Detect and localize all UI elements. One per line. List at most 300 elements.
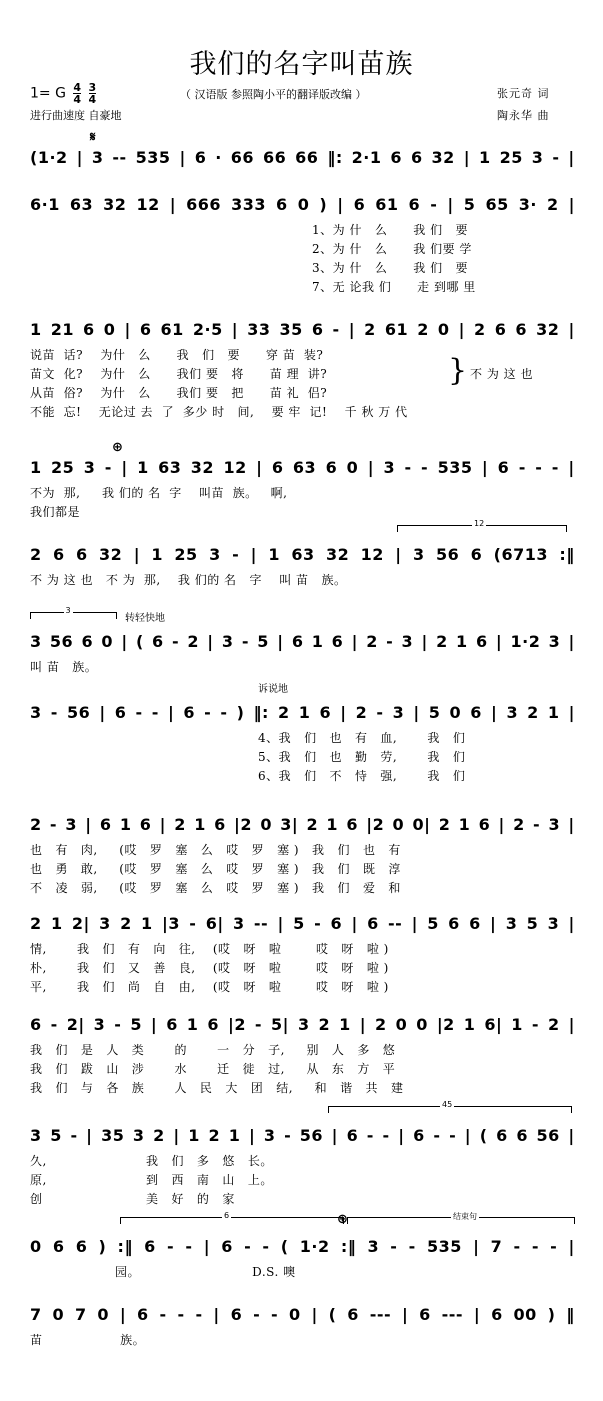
note: 6 <box>494 320 507 339</box>
note: 2 <box>364 320 376 339</box>
note: 6 <box>515 320 528 339</box>
barline: | <box>413 703 420 722</box>
barline: | <box>250 545 257 564</box>
note: - <box>50 1015 58 1034</box>
note: 6 <box>390 148 403 167</box>
note: 2 <box>547 1015 560 1034</box>
note: ) <box>98 1237 107 1256</box>
note: - <box>314 914 322 933</box>
note: - <box>386 632 394 651</box>
note: 1 <box>479 148 491 167</box>
notation-line <box>30 632 575 651</box>
note: 0 <box>449 703 462 722</box>
note: - <box>271 1305 279 1324</box>
note: 3 <box>65 815 77 834</box>
barline: |2 <box>227 1015 246 1034</box>
note: 3 <box>412 545 425 564</box>
note: ( <box>280 1237 289 1256</box>
note: -- <box>112 148 127 167</box>
note: 56 <box>299 1126 324 1145</box>
barline: 5| <box>271 1015 289 1034</box>
note: 5 <box>427 914 439 933</box>
lyricist-credit: 张元奇 词 <box>497 87 550 100</box>
brace: } <box>448 353 468 388</box>
notation-line <box>30 1015 575 1034</box>
note: 2 <box>546 195 559 214</box>
barline: | <box>402 1305 409 1324</box>
note: 7 <box>30 1305 42 1324</box>
note: 5 <box>257 632 269 651</box>
lyric-line: 说苗 话? 为什 么 我 们 要 穿 苗 装? <box>30 348 324 362</box>
score-row <box>30 703 575 727</box>
barline: | <box>568 320 575 339</box>
note: 6·1 <box>30 195 60 214</box>
score-row <box>30 1305 575 1329</box>
note: 2·5 <box>192 320 223 339</box>
note: 0 <box>416 1015 428 1034</box>
lyric-line: 平, 我 们 尚 自 由, (哎 呀 啦 哎 呀 啦 ) <box>30 980 389 994</box>
note: 1 <box>188 1126 200 1145</box>
barline: | <box>167 703 175 722</box>
note: - <box>171 632 180 651</box>
note: 63 <box>292 458 317 477</box>
lyric-line: 从苗 俗? 为什 么 我们 要 把 苗 礼 侣? <box>30 386 328 400</box>
barline: | <box>121 632 128 651</box>
note: - <box>404 458 412 477</box>
note: 6 <box>221 1237 233 1256</box>
note: 2 <box>120 914 132 933</box>
note: 5 <box>50 1126 62 1145</box>
note: 6 <box>330 914 343 933</box>
note: 6 <box>139 815 152 834</box>
note: 6 <box>291 632 304 651</box>
note: 6 <box>137 1305 149 1324</box>
note: - <box>195 1305 203 1324</box>
coda-icon-2: ⊕ <box>337 1212 348 1227</box>
note: 63 <box>158 458 182 477</box>
note: - <box>408 1237 416 1256</box>
score-row <box>30 1237 575 1261</box>
note: 32 <box>431 148 455 167</box>
note: 6 <box>346 815 358 834</box>
note: 00 <box>513 1305 537 1324</box>
note: 2 <box>474 320 486 339</box>
note: 6 <box>99 815 112 834</box>
note: 2 <box>436 632 448 651</box>
barline: | <box>473 1237 480 1256</box>
score-row <box>30 148 575 172</box>
note: 3 <box>367 1237 380 1256</box>
note: - <box>49 815 58 834</box>
time-signature-4-4: $\frac{4}{4}$ <box>73 81 82 106</box>
barline: | <box>421 632 428 651</box>
note: 1 <box>119 815 132 834</box>
note: - <box>244 1237 252 1256</box>
coda-icon: ⊕ <box>112 440 123 455</box>
lyric-line: 我 们 是 人 类 的 一 分 子, 别 人 多 悠 <box>30 1043 396 1057</box>
note: 6 <box>52 1237 65 1256</box>
barline: | <box>495 632 503 651</box>
note: 3 <box>263 1126 276 1145</box>
note: -- <box>253 914 269 933</box>
note: 56 <box>435 545 460 564</box>
barline: | <box>473 1305 481 1324</box>
note: ( <box>135 632 144 651</box>
note: 6 <box>76 545 88 564</box>
note: 61 <box>375 195 399 214</box>
barline: | <box>231 320 239 339</box>
expression-marking: 转轻快地 <box>125 613 165 624</box>
note: - <box>159 1305 167 1324</box>
score-row <box>30 545 575 569</box>
note: 3 <box>91 148 104 167</box>
note: 6 <box>470 545 483 564</box>
lyric-line: 也 勇 敢, (哎 罗 塞 么 哎 罗 塞 ) 我 们 既 淳 <box>30 862 401 876</box>
note: 6 <box>448 914 460 933</box>
note: 6 <box>516 1126 528 1145</box>
barline: | <box>348 320 356 339</box>
barline: | <box>213 1305 220 1324</box>
notation-line <box>30 703 575 722</box>
barline: | <box>463 148 471 167</box>
barline: | <box>124 320 131 339</box>
note: 0 <box>97 1305 110 1324</box>
note: 6 <box>469 914 481 933</box>
note: 6 <box>30 1015 42 1034</box>
barline: |2 <box>234 815 253 834</box>
barline: | <box>498 815 505 834</box>
note: (1·2 <box>30 148 68 167</box>
note: 32 <box>190 458 215 477</box>
composer-credit: 陶永华 曲 <box>497 109 550 122</box>
barline: | <box>568 632 575 651</box>
note: 6 <box>81 632 94 651</box>
volta-label: 结束句 <box>453 1212 477 1221</box>
note: - <box>232 545 240 564</box>
note: 25 <box>174 545 198 564</box>
barline: ‖: <box>253 703 269 722</box>
note: 6 <box>271 458 284 477</box>
side-lyric: 不 为 这 也 <box>470 367 533 381</box>
barline: ‖: <box>327 148 343 167</box>
note: 32 <box>536 320 560 339</box>
barline: | <box>340 703 347 722</box>
note: 6 <box>144 1237 156 1256</box>
note: 3 <box>506 703 519 722</box>
note: 12 <box>223 458 247 477</box>
barline: | <box>311 1305 318 1324</box>
note: 1 <box>137 458 149 477</box>
note: 6 <box>207 1015 220 1034</box>
note: 1 <box>511 1015 523 1034</box>
barline: | <box>169 195 177 214</box>
notation-line <box>30 148 575 167</box>
lyric-line: 7、无 论我 们 走 到哪 里 <box>312 280 476 294</box>
time-signature-3-4: $\frac{3}{4}$ <box>88 81 97 106</box>
note: 25 <box>51 458 75 477</box>
lyric-line: 叫 苗 族。 <box>30 660 98 674</box>
note: 2 <box>366 632 378 651</box>
note: 0 <box>30 1237 42 1256</box>
note: 2 <box>174 815 186 834</box>
volta-label: 3 <box>65 606 71 615</box>
lyric-line: 1、为 什 么 我 们 要 <box>312 223 469 237</box>
note: 0 <box>297 195 310 214</box>
note: - <box>189 914 197 933</box>
score-row <box>30 1015 575 1039</box>
note: 3 <box>93 1015 106 1034</box>
note: 2 <box>527 703 539 722</box>
note: 32 <box>99 545 123 564</box>
note: 5 <box>428 703 441 722</box>
note: - <box>366 1126 374 1145</box>
barline: | <box>447 195 454 214</box>
note: 66 <box>295 148 319 167</box>
note: 32 <box>103 195 127 214</box>
note: - <box>50 703 58 722</box>
barline: :‖ <box>340 1237 357 1256</box>
note: - <box>531 1237 539 1256</box>
note: - <box>551 458 559 477</box>
note: - <box>70 1126 78 1145</box>
note: 6 <box>139 320 152 339</box>
barline: 0| <box>412 815 431 834</box>
barline: |3 <box>161 914 180 933</box>
note: 0 <box>346 458 359 477</box>
barline: | <box>256 458 263 477</box>
lyric-line: 我 们 与 各 族 人 民 大 团 结, 和 谐 共 建 <box>30 1081 404 1095</box>
barline: 6| <box>484 1015 503 1034</box>
lyric-line: 6、我 们 不 恃 强, 我 们 <box>258 769 466 783</box>
note: 1 <box>311 632 324 651</box>
note: 6 <box>413 1126 425 1145</box>
note: 56 <box>66 703 91 722</box>
note: 0 <box>260 815 272 834</box>
barline: | <box>85 815 92 834</box>
volta-bracket <box>347 1212 575 1224</box>
note: 33 <box>247 320 271 339</box>
barline: | <box>203 1237 211 1256</box>
note: 666 <box>186 195 222 214</box>
note: - <box>167 1237 175 1256</box>
note: 3 <box>232 914 245 933</box>
note: - <box>177 1305 185 1324</box>
note: 6 <box>496 1126 508 1145</box>
barline: | <box>277 632 284 651</box>
barline: | <box>458 320 465 339</box>
barline: | <box>490 914 497 933</box>
note: 2 <box>278 703 290 722</box>
note: 5 <box>293 914 305 933</box>
note: 1 <box>547 703 560 722</box>
lyric-line: 2、为 什 么 我 们要 学 <box>312 242 472 256</box>
note: -- <box>388 914 403 933</box>
note: 3 <box>30 703 42 722</box>
volta-label: 45 <box>442 1100 453 1109</box>
note: - <box>518 458 526 477</box>
note: 6 <box>408 195 421 214</box>
barline: | <box>568 914 575 933</box>
lyric-line: 不能 忘! 无论过 去 了 多少 时 间, 要 牢 记! 千 秋 万 代 <box>30 405 408 419</box>
note: - <box>513 1237 521 1256</box>
key-label: 1= G <box>30 85 66 102</box>
note: - <box>284 1126 292 1145</box>
note: 1 <box>30 458 42 477</box>
barline: | <box>568 703 575 722</box>
note: 3 <box>401 632 414 651</box>
note: - <box>254 1015 263 1034</box>
note: 2 <box>438 815 451 834</box>
lyric-line: 朴, 我 们 又 善 良, (哎 呀 啦 哎 呀 啦 ) <box>30 961 389 975</box>
note: - <box>104 458 112 477</box>
note: 535 <box>426 1237 462 1256</box>
note: 6 <box>470 703 482 722</box>
note: 6 <box>331 632 344 651</box>
volta-label: 6 <box>224 1211 230 1220</box>
note: 535 <box>437 458 473 477</box>
note: 2 <box>153 1126 165 1145</box>
note: --- <box>441 1305 464 1324</box>
notation-line <box>30 914 575 933</box>
note: ( <box>479 1126 488 1145</box>
note: 35 <box>101 1126 125 1145</box>
note: 6 <box>75 1237 88 1256</box>
barline: | <box>398 1126 405 1145</box>
note: 6 <box>276 195 288 214</box>
score-row <box>30 914 575 938</box>
notation-line <box>30 815 575 834</box>
lyric-line: 园。 D.S. 噢 <box>115 1265 296 1279</box>
volta-bracket <box>328 1100 572 1113</box>
note: 2 <box>306 815 319 834</box>
note: 0 <box>289 1305 301 1324</box>
note: 6 <box>152 632 164 651</box>
note: 333 <box>231 195 266 214</box>
score-row <box>30 815 575 839</box>
note: 6 <box>410 148 423 167</box>
barline: | <box>568 1126 575 1145</box>
note: ) <box>547 1305 556 1324</box>
note: 1 <box>458 815 471 834</box>
note: 6 <box>183 703 196 722</box>
note: 2 <box>417 320 429 339</box>
barline: | <box>568 1015 575 1034</box>
note: 1 <box>326 815 339 834</box>
note: 6 <box>230 1305 243 1324</box>
note: 6 <box>353 195 366 214</box>
barline: | <box>568 1237 575 1256</box>
note: - <box>151 703 159 722</box>
note: 1·2 <box>510 632 541 651</box>
note: 3 <box>297 1015 310 1034</box>
barline: | <box>277 914 284 933</box>
note: - <box>421 458 429 477</box>
lyric-line: 3、为 什 么 我 们 要 <box>312 261 469 275</box>
note: 3 <box>209 545 221 564</box>
lyric-line: 不为 那, 我 们的 名 字 叫苗 族。 啊, <box>30 486 288 500</box>
note: 6 <box>497 458 510 477</box>
note: 6 <box>214 815 226 834</box>
note: · <box>215 148 222 167</box>
note: - <box>262 1237 270 1256</box>
lyric-line: 苗文 化? 为什 么 我们 要 将 苗 理 讲? <box>30 367 328 381</box>
note: 0 <box>101 632 114 651</box>
note: 2 <box>30 815 42 834</box>
note: 7 <box>74 1305 87 1324</box>
barline: | <box>568 148 575 167</box>
barline: 2| <box>71 914 90 933</box>
note: 6 <box>491 1305 503 1324</box>
note: 61 <box>160 320 184 339</box>
note: 1 <box>186 1015 199 1034</box>
note: 1 <box>50 914 63 933</box>
song-title: 我们的名字叫苗族 <box>189 49 414 80</box>
note: - <box>390 1237 398 1256</box>
score-row <box>30 1126 575 1150</box>
note: 6 <box>194 148 207 167</box>
volta-bracket <box>397 519 567 532</box>
notation-line <box>30 458 575 477</box>
barline: | <box>359 1015 367 1034</box>
barline: | <box>248 1126 256 1145</box>
note: 1 <box>339 1015 351 1034</box>
note: 2 <box>208 1126 221 1145</box>
note: 2 <box>30 545 42 564</box>
barline: |2 <box>436 1015 455 1034</box>
note: 1 <box>30 320 42 339</box>
note: 6 <box>367 914 379 933</box>
note: 2 <box>318 1015 331 1034</box>
note: 56 <box>49 632 74 651</box>
note: 3 <box>99 914 111 933</box>
note: 3 <box>132 1126 145 1145</box>
tempo-marking: 进行曲速度 自豪地 <box>30 109 122 122</box>
barline: | <box>568 815 575 834</box>
lyric-line: 我们都是 <box>30 505 81 519</box>
note: 6 <box>475 632 488 651</box>
note: 3 <box>547 914 560 933</box>
note: 3 <box>30 1126 42 1145</box>
barline: | <box>159 815 166 834</box>
barline: | <box>99 703 106 722</box>
lyric-line: 我 们 跋 山 涉 水 迁 徙 过, 从 东 方 平 <box>30 1062 396 1076</box>
note: 6 <box>53 545 65 564</box>
note: ) <box>236 703 245 722</box>
note: 0 <box>103 320 116 339</box>
note: - <box>430 195 438 214</box>
note: 1 <box>463 1015 476 1034</box>
note: - <box>204 703 212 722</box>
note: 63 <box>69 195 94 214</box>
barline: | <box>121 458 128 477</box>
note: ) <box>319 195 328 214</box>
note: 65 <box>485 195 509 214</box>
note: - <box>185 1237 193 1256</box>
barline: | <box>207 632 214 651</box>
note: 3 <box>83 458 96 477</box>
note: 1 <box>268 545 280 564</box>
note: 61 <box>384 320 409 339</box>
volta-label: 12 <box>474 519 485 528</box>
note: (6713 <box>493 545 548 564</box>
score-row <box>30 195 575 219</box>
barline: | <box>331 1126 338 1145</box>
note: 6 <box>346 1126 359 1145</box>
barline: | <box>568 195 575 214</box>
barline: :‖ <box>559 545 575 564</box>
note: 66 <box>262 148 287 167</box>
note: 3 <box>531 148 544 167</box>
